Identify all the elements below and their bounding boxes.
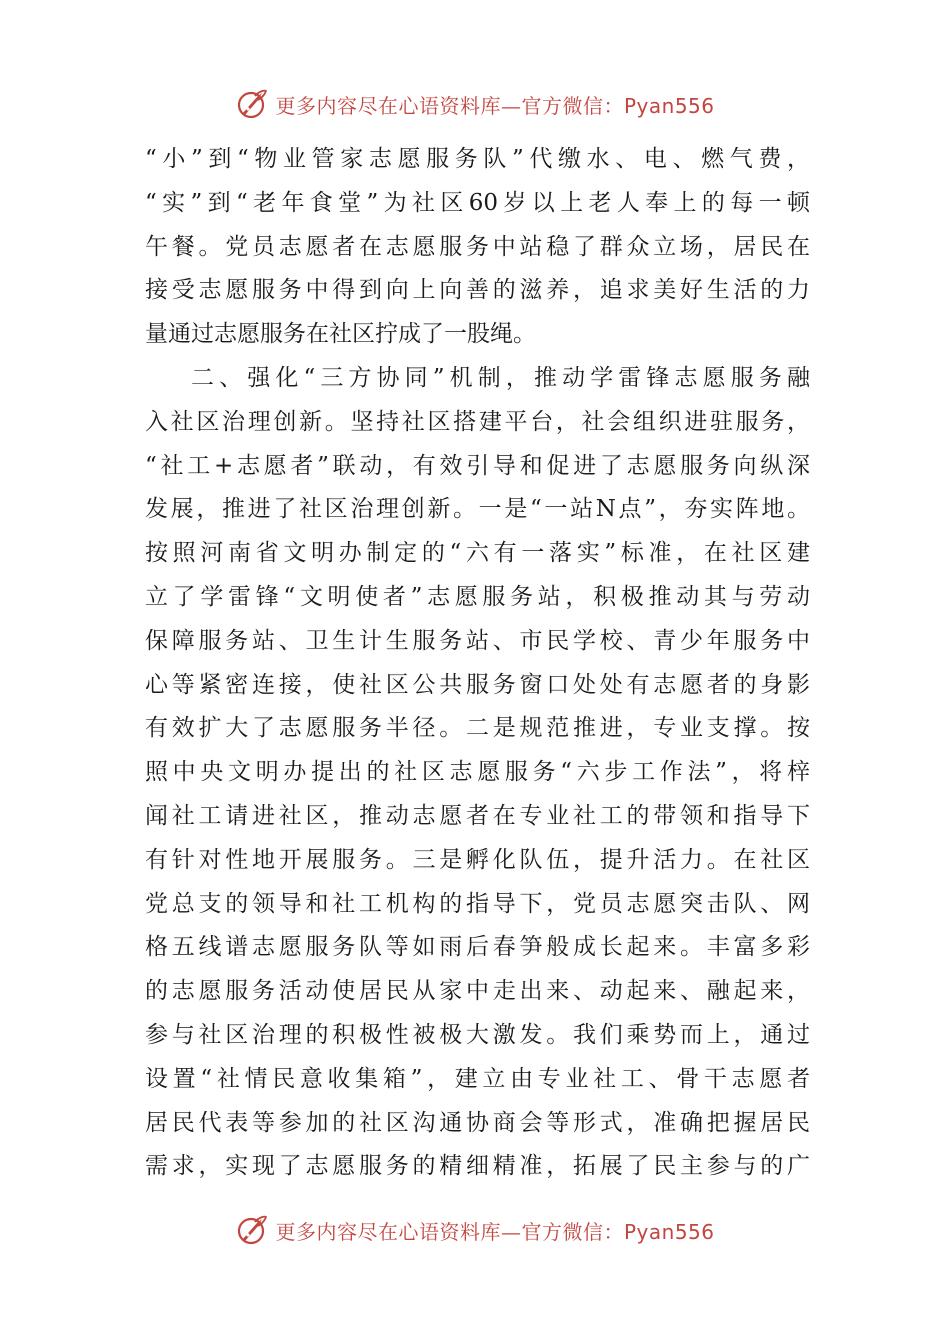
text-line: 保障服务站、卫生计生服务站、市民学校、青少年服务中 [145, 627, 810, 654]
text-line: 接受志愿服务中得到向上向善的滋养，追求美好生活的力 [145, 277, 810, 304]
text-line: 居民代表等参加的社区沟通协商会等形式，准确把握居民 [145, 1109, 810, 1136]
text-line: 有效扩大了志愿服务半径。二是规范推进，专业支撑。按 [145, 715, 810, 742]
text-line: 党总支的领导和社工机构的指导下，党员志愿突击队、网 [145, 890, 810, 917]
text-line: 二、强化“三方协同”机制，推动学雷锋志愿服务融 [191, 364, 810, 391]
text-line: 发展，推进了社区治理创新。一是“一站N点”，夯实阵地。 [145, 496, 810, 523]
text-line: 午餐。党员志愿者在志愿服务中站稳了群众立场，居民在 [145, 233, 810, 260]
text-line: 设置“社情民意收集箱”，建立由专业社工、骨干志愿者 [145, 1065, 810, 1092]
text-line: “实”到“老年食堂”为社区60岁以上老人奉上的每一顿 [145, 189, 810, 216]
text-line: 需求，实现了志愿服务的精细精准，拓展了民主参与的广 [145, 1153, 810, 1180]
header-banner-text: 更多内容尽在心语资料库—官方微信：Pyan556 [275, 93, 715, 118]
text-line: 的志愿服务活动使居民从家中走出来、动起来、融起来， [145, 978, 810, 1005]
text-line: “小”到“物业管家志愿服务队”代缴水、电、燃气费， [145, 146, 810, 172]
pen-nib-logo-icon [235, 87, 269, 121]
text-line: 立了学雷锋“文明使者”志愿服务站，积极推动其与劳动 [145, 583, 810, 610]
text-line: 按照河南省文明办制定的“六有一落实”标准，在社区建 [145, 540, 810, 567]
header-banner [0, 84, 950, 124]
document-body [145, 138, 810, 1189]
text-line: 有针对性地开展服务。三是孵化队伍，提升活力。在社区 [145, 846, 810, 873]
footer-banner [0, 1210, 950, 1250]
text-line: 量通过志愿服务在社区拧成了一股绳。 [145, 321, 536, 348]
text-line: 格五线谱志愿服务队等如雨后春笋般成长起来。丰富多彩 [145, 934, 810, 961]
text-line: 闻社工请进社区，推动志愿者在专业社工的带领和指导下 [145, 802, 810, 829]
text-line: 入社区治理创新。坚持社区搭建平台，社会组织进驻服务， [145, 408, 810, 435]
text-line: 心等紧密连接，使社区公共服务窗口处处有志愿者的身影 [145, 671, 810, 698]
text-line: 照中央文明办提出的社区志愿服务“六步工作法”，将梓 [145, 759, 810, 786]
pen-nib-logo-icon [235, 1213, 269, 1247]
text-line: “社工+志愿者”联动，有效引导和促进了志愿服务向纵深 [145, 452, 810, 479]
text-line: 参与社区治理的积极性被极大激发。我们乘势而上，通过 [145, 1021, 810, 1048]
footer-banner-text: 更多内容尽在心语资料库—官方微信：Pyan556 [275, 1219, 715, 1244]
